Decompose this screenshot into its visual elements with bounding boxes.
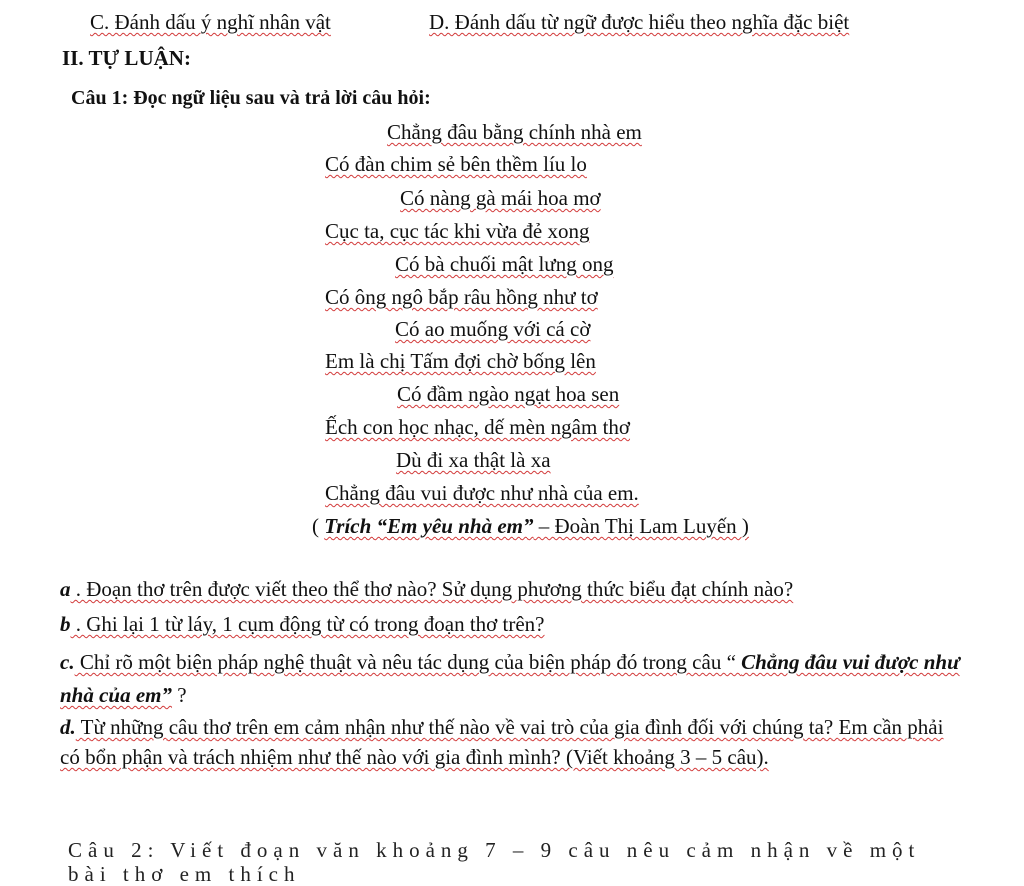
poem-line: Ếch con học nhạc, dế mèn ngâm thơ [325,415,631,439]
poem-source: ( Trích “Em yêu nhà em” – Đoàn Thị Lam Luyến ) [312,514,749,538]
cut-off-line: Câu 2: Viết đoạn văn khoảng 7 – 9 câu nêu cảm nhận về một bài thơ em thích [68,838,921,886]
source-title: Trích “Em yêu nhà em” [324,514,534,538]
poem-line: Có bà chuối mật lưng ong [395,252,614,276]
poem-line: Dù đi xa thật là xa [396,448,551,472]
source-author: – Đoàn Thị Lam Luyến ) [533,514,749,538]
question1-title: Câu 1: Đọc ngữ liệu sau và trả lời câu hỏi: [71,87,431,109]
question-c: c. Chỉ rõ một biện pháp nghệ thuật và nêu tác dụng của biện pháp đó trong câu “ Chẳng đâu vui được như nhà của em” ? [60,650,960,707]
section-heading: II. TỰ LUẬN: [62,46,191,70]
poem-line: Cục ta, cục tác khi vừa đẻ xong [325,219,590,243]
poem-line: Chẳng đâu vui được như nhà của em. [325,481,639,505]
question-b: b . Ghi lại 1 từ láy, 1 cụm động từ có trong đoạn thơ trên? [60,612,545,636]
poem-line: Có nàng gà mái hoa mơ [400,186,601,210]
poem-line: Có đàn chim sẻ bên thềm líu lo [325,152,587,176]
poem-line: Có ông ngô bắp râu hồng như tơ [325,285,598,309]
poem-line: Chẳng đâu bằng chính nhà em [387,120,642,144]
quoted-line: Chẳng đâu vui được như nhà của em” [60,650,960,707]
option-d: D. Đánh dấu từ ngữ được hiểu theo nghĩa đặc biệt [429,10,850,34]
poem-line: Em là chị Tấm đợi chờ bống lên [325,349,596,373]
poem-line: Có ao muống với cá cờ [395,317,591,341]
option-c: C. Đánh dấu ý nghĩ nhân vật [90,10,331,34]
poem-line: Có đầm ngào ngạt hoa sen [397,382,620,406]
question-d: d. Từ những câu thơ trên em cảm nhận như thế nào về vai trò của gia đình đối với chúng ta? Em cần phải có bổn phận và trách nhiệm như thế nào với gia đình mình? (Viết khoảng 3 – 5 câu). [60,715,944,769]
question-a: a . Đoạn thơ trên được viết theo thể thơ nào? Sử dụng phương thức biểu đạt chính nào? [60,577,794,601]
